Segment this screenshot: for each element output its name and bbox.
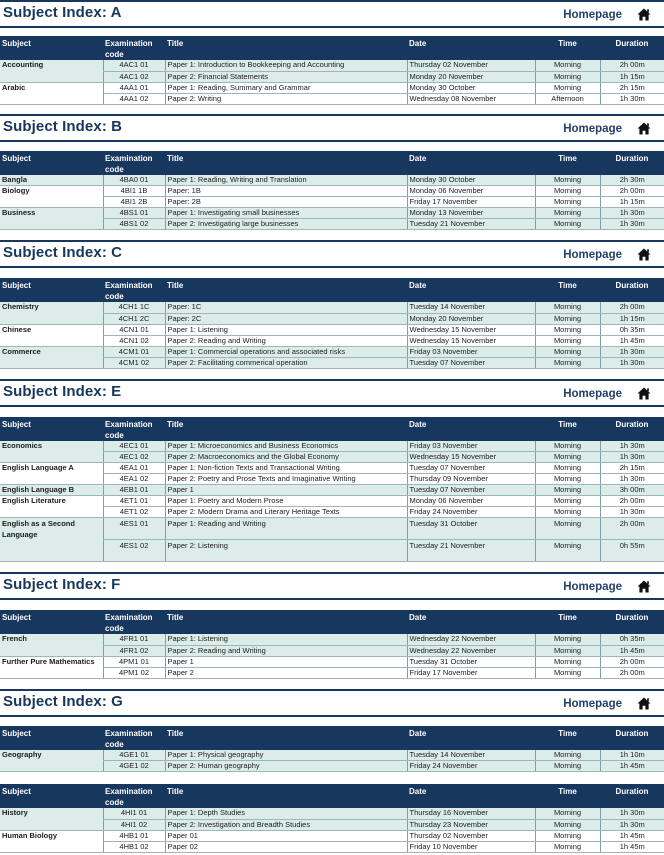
- home-icon[interactable]: [637, 580, 651, 593]
- cell-date: Friday 24 November: [407, 507, 535, 518]
- section-title: Subject Index: A: [3, 4, 122, 21]
- subject-name: Accounting: [0, 60, 103, 82]
- cell-date: Tuesday 07 November: [407, 485, 535, 496]
- cell-duration: 1h 15m: [600, 71, 664, 82]
- cell-date: Monday 13 November: [407, 208, 535, 219]
- cell-time: Morning: [535, 452, 600, 463]
- column-header-time: Time: [535, 36, 600, 60]
- subject-name: Arabic: [0, 82, 103, 104]
- cell-time: Morning: [535, 197, 600, 208]
- cell-code: 4HB1 02: [103, 841, 165, 852]
- cell-date: Tuesday 31 October: [407, 518, 535, 540]
- column-header-date: Date: [407, 784, 535, 808]
- cell-time: Morning: [535, 60, 600, 71]
- cell-duration: 1h 15m: [600, 197, 664, 208]
- cell-code: 4EA1 02: [103, 474, 165, 485]
- subject-name: English Language B: [0, 485, 103, 496]
- cell-title: Paper 1: Investigating small businesses: [165, 208, 407, 219]
- cell-date: Wednesday 15 November: [407, 335, 535, 346]
- cell-code: 4HB1 01: [103, 830, 165, 841]
- cell-duration: 1h 45m: [600, 830, 664, 841]
- column-header-code: Examination code: [103, 151, 165, 175]
- table-row: [0, 302, 664, 313]
- homepage-link[interactable]: Homepage: [563, 249, 622, 261]
- cell-time: Morning: [535, 496, 600, 507]
- column-header-title: Title: [165, 36, 407, 60]
- section-title: Subject Index: G: [3, 692, 123, 710]
- subject-index-section: [0, 379, 664, 573]
- subject-name: Economics: [0, 441, 103, 463]
- cell-title: Paper 2: Human geography: [165, 761, 407, 772]
- subject-index-section: [0, 572, 664, 689]
- cell-title: Paper 2: Facilitating commerical operation: [165, 357, 407, 368]
- cell-duration: 2h 00m: [600, 302, 664, 313]
- cell-time: Morning: [535, 667, 600, 678]
- cell-title: Paper 2: Macroeconomics and the Global Economy: [165, 452, 407, 463]
- column-header-subject: Subject: [0, 151, 103, 175]
- cell-code: 4EB1 01: [103, 485, 165, 496]
- cell-time: Morning: [535, 346, 600, 357]
- column-header-duration: Duration: [600, 610, 664, 634]
- cell-duration: 2h 00m: [600, 667, 664, 678]
- table-header-row: [0, 151, 664, 175]
- table-header-row: [0, 726, 664, 750]
- cell-time: Morning: [535, 761, 600, 772]
- cell-date: Thursday 23 November: [407, 819, 535, 830]
- table-row: [0, 634, 664, 645]
- column-header-title: Title: [165, 784, 407, 808]
- column-header-subject: Subject: [0, 36, 103, 60]
- column-header-duration: Duration: [600, 36, 664, 60]
- subject-index-section: [0, 689, 664, 855]
- cell-code: 4PM1 01: [103, 656, 165, 667]
- cell-code: 4AA1 01: [103, 82, 165, 93]
- table-row: [0, 60, 664, 71]
- cell-code: 4BS1 02: [103, 219, 165, 230]
- cell-title: Paper 1: Listening: [165, 324, 407, 335]
- subject-name: English as a Second Language: [0, 518, 103, 562]
- table-row: [0, 750, 664, 761]
- cell-date: Tuesday 14 November: [407, 750, 535, 761]
- subject-name: Further Pure Mathematics: [0, 656, 103, 678]
- cell-title: Paper 2: Poetry and Prose Texts and Imaginative Writing: [165, 474, 407, 485]
- subject-name: English Language A: [0, 463, 103, 485]
- cell-duration: 3h 00m: [600, 485, 664, 496]
- home-icon[interactable]: [637, 248, 651, 261]
- cell-title: Paper 1: Commercial operations and associated risks: [165, 346, 407, 357]
- section-header: [0, 572, 664, 600]
- cell-duration: 1h 30m: [600, 507, 664, 518]
- cell-date: Tuesday 07 November: [407, 463, 535, 474]
- cell-title: Paper 2: Writing: [165, 93, 407, 104]
- cell-code: 4ES1 01: [103, 518, 165, 540]
- cell-date: Wednesday 22 November: [407, 634, 535, 645]
- cell-title: Paper 1: Reading, Summary and Grammar: [165, 82, 407, 93]
- table-row: [0, 463, 664, 474]
- cell-title: Paper: 2B: [165, 197, 407, 208]
- cell-code: 4EA1 01: [103, 463, 165, 474]
- cell-code: 4ET1 01: [103, 496, 165, 507]
- table-row: [0, 82, 664, 93]
- column-header-duration: Duration: [600, 784, 664, 808]
- cell-title: Paper 1: Introduction to Bookkeeping and Accounting: [165, 60, 407, 71]
- cell-time: Morning: [535, 830, 600, 841]
- section-title: Subject Index: F: [3, 576, 121, 593]
- table-row: [0, 441, 664, 452]
- cell-title: Paper 2: Investigation and Breadth Studies: [165, 819, 407, 830]
- cell-duration: 2h 00m: [600, 496, 664, 507]
- table-header-row: [0, 36, 664, 60]
- cell-duration: 1h 45m: [600, 645, 664, 656]
- column-header-title: Title: [165, 278, 407, 302]
- section-title: Subject Index: E: [3, 382, 122, 400]
- cell-title: Paper 1: Poetry and Modern Prose: [165, 496, 407, 507]
- cell-duration: 1h 15m: [600, 313, 664, 324]
- table-row: [0, 656, 664, 667]
- column-header-title: Title: [165, 417, 407, 441]
- homepage-link[interactable]: Homepage: [563, 697, 622, 710]
- cell-time: Morning: [535, 819, 600, 830]
- cell-date: Friday 24 November: [407, 761, 535, 772]
- cell-date: Friday 03 November: [407, 441, 535, 452]
- column-header-date: Date: [407, 151, 535, 175]
- subject-index-section: [0, 240, 664, 379]
- cell-title: Paper 2: [165, 667, 407, 678]
- cell-code: 4EC1 02: [103, 452, 165, 463]
- subject-name: Human Biology: [0, 830, 103, 852]
- cell-date: Wednesday 15 November: [407, 452, 535, 463]
- cell-duration: 1h 30m: [600, 808, 664, 819]
- cell-date: Monday 06 November: [407, 496, 535, 507]
- column-header-date: Date: [407, 36, 535, 60]
- column-header-title: Title: [165, 726, 407, 750]
- column-header-subject: Subject: [0, 726, 103, 750]
- cell-duration: 1h 30m: [600, 441, 664, 452]
- table-row: [0, 830, 664, 841]
- column-header-code: Examination code: [103, 726, 165, 750]
- cell-time: Morning: [535, 186, 600, 197]
- cell-time: Morning: [535, 841, 600, 852]
- cell-time: Morning: [535, 485, 600, 496]
- column-header-time: Time: [535, 417, 600, 441]
- table-row: [0, 485, 664, 496]
- column-header-subject: Subject: [0, 784, 103, 808]
- column-header-subject: Subject: [0, 610, 103, 634]
- cell-code: 4AC1 01: [103, 60, 165, 71]
- cell-duration: 1h 30m: [600, 208, 664, 219]
- cell-code: 4FR1 01: [103, 634, 165, 645]
- subject-name: Business: [0, 208, 103, 230]
- cell-title: Paper 1: Microeconomics and Business Economics: [165, 441, 407, 452]
- cell-duration: 2h 00m: [600, 60, 664, 71]
- column-header-code: Examination code: [103, 36, 165, 60]
- cell-date: Tuesday 31 October: [407, 656, 535, 667]
- column-header-title: Title: [165, 610, 407, 634]
- column-header-time: Time: [535, 151, 600, 175]
- column-header-code: Examination code: [103, 610, 165, 634]
- cell-title: Paper 1: Listening: [165, 634, 407, 645]
- cell-time: Morning: [535, 474, 600, 485]
- column-header-date: Date: [407, 278, 535, 302]
- cell-duration: 1h 45m: [600, 761, 664, 772]
- cell-time: Morning: [535, 518, 600, 540]
- cell-title: Paper 2: Modern Drama and Literary Heritage Texts: [165, 507, 407, 518]
- cell-title: Paper 2: Reading and Writing: [165, 645, 407, 656]
- table-row: [0, 808, 664, 819]
- subject-name: Biology: [0, 186, 103, 208]
- cell-duration: 1h 30m: [600, 357, 664, 368]
- column-header-title: Title: [165, 151, 407, 175]
- cell-time: Morning: [535, 219, 600, 230]
- column-header-time: Time: [535, 610, 600, 634]
- cell-duration: 0h 35m: [600, 634, 664, 645]
- cell-duration: 1h 30m: [600, 93, 664, 104]
- subject-name: Geography: [0, 750, 103, 772]
- section-header: [0, 689, 664, 717]
- section-header: [0, 0, 664, 28]
- cell-duration: 1h 10m: [600, 750, 664, 761]
- cell-code: 4PM1 02: [103, 667, 165, 678]
- section-header: [0, 114, 664, 142]
- section-header: [0, 379, 664, 407]
- cell-title: Paper 1: Non-fiction Texts and Transactional Writing: [165, 463, 407, 474]
- cell-time: Morning: [535, 71, 600, 82]
- subject-index-section: [0, 114, 664, 241]
- cell-time: Morning: [535, 357, 600, 368]
- cell-date: Monday 30 October: [407, 82, 535, 93]
- homepage-link[interactable]: Homepage: [563, 9, 622, 21]
- cell-code: 4EC1 01: [103, 441, 165, 452]
- cell-code: 4ET1 02: [103, 507, 165, 518]
- table-row: [0, 175, 664, 186]
- cell-duration: 1h 30m: [600, 346, 664, 357]
- column-header-duration: Duration: [600, 417, 664, 441]
- cell-time: Morning: [535, 324, 600, 335]
- cell-code: 4CN1 01: [103, 324, 165, 335]
- cell-duration: 2h 30m: [600, 175, 664, 186]
- table-header-row: [0, 610, 664, 634]
- cell-code: 4BI1 1B: [103, 186, 165, 197]
- cell-title: Paper 2: Investigating large businesses: [165, 219, 407, 230]
- cell-date: Friday 03 November: [407, 346, 535, 357]
- cell-code: 4ES1 02: [103, 540, 165, 562]
- exam-table: [0, 610, 664, 679]
- section-title: Subject Index: C: [3, 244, 123, 261]
- cell-time: Morning: [535, 507, 600, 518]
- cell-code: 4CH1 1C: [103, 302, 165, 313]
- cell-title: Paper: 1B: [165, 186, 407, 197]
- subject-name: French: [0, 634, 103, 656]
- table-header-row: [0, 278, 664, 302]
- subject-name: Chinese: [0, 324, 103, 346]
- cell-code: 4CN1 02: [103, 335, 165, 346]
- cell-code: 4HI1 01: [103, 808, 165, 819]
- cell-duration: 1h 30m: [600, 819, 664, 830]
- column-header-duration: Duration: [600, 726, 664, 750]
- table-header-row: [0, 784, 664, 808]
- column-header-time: Time: [535, 278, 600, 302]
- column-header-subject: Subject: [0, 417, 103, 441]
- cell-code: 4AA1 02: [103, 93, 165, 104]
- homepage-link[interactable]: Homepage: [563, 387, 622, 400]
- cell-duration: 1h 45m: [600, 335, 664, 346]
- cell-date: Monday 06 November: [407, 186, 535, 197]
- cell-date: Friday 17 November: [407, 197, 535, 208]
- cell-date: Monday 20 November: [407, 313, 535, 324]
- cell-date: Tuesday 14 November: [407, 302, 535, 313]
- home-icon[interactable]: [637, 387, 651, 400]
- subject-name: Commerce: [0, 346, 103, 368]
- cell-duration: 1h 45m: [600, 841, 664, 852]
- column-header-code: Examination code: [103, 278, 165, 302]
- cell-title: Paper 1: Reading, Writing and Translation: [165, 175, 407, 186]
- table-row: [0, 208, 664, 219]
- table-row: [0, 496, 664, 507]
- cell-time: Morning: [535, 645, 600, 656]
- cell-code: 4CM1 02: [103, 357, 165, 368]
- cell-date: Tuesday 07 November: [407, 357, 535, 368]
- section-title: Subject Index: B: [3, 117, 123, 135]
- cell-time: Morning: [535, 313, 600, 324]
- cell-title: Paper: 1C: [165, 302, 407, 313]
- table-row: [0, 186, 664, 197]
- cell-code: 4HI1 02: [103, 819, 165, 830]
- cell-duration: 2h 00m: [600, 656, 664, 667]
- cell-date: Thursday 16 November: [407, 808, 535, 819]
- cell-duration: 1h 30m: [600, 474, 664, 485]
- cell-duration: 2h 15m: [600, 82, 664, 93]
- column-header-time: Time: [535, 784, 600, 808]
- table-header-row: [0, 417, 664, 441]
- cell-title: Paper: 2C: [165, 313, 407, 324]
- home-icon[interactable]: [637, 8, 651, 21]
- cell-title: Paper 1: [165, 485, 407, 496]
- column-header-subject: Subject: [0, 278, 103, 302]
- cell-date: Wednesday 22 November: [407, 645, 535, 656]
- column-header-date: Date: [407, 417, 535, 441]
- exam-table: [0, 151, 664, 231]
- column-header-duration: Duration: [600, 278, 664, 302]
- cell-date: Wednesday 15 November: [407, 324, 535, 335]
- cell-time: Morning: [535, 750, 600, 761]
- cell-code: 4CH1 2C: [103, 313, 165, 324]
- cell-code: 4BI1 2B: [103, 197, 165, 208]
- cell-date: Monday 20 November: [407, 71, 535, 82]
- cell-time: Morning: [535, 540, 600, 562]
- cell-date: Monday 30 October: [407, 175, 535, 186]
- cell-date: Thursday 09 November: [407, 474, 535, 485]
- home-icon[interactable]: [637, 122, 651, 135]
- cell-time: Morning: [535, 634, 600, 645]
- home-icon[interactable]: [637, 697, 651, 710]
- table-row: [0, 518, 664, 540]
- cell-duration: 1h 30m: [600, 452, 664, 463]
- homepage-link[interactable]: Homepage: [563, 581, 622, 593]
- cell-title: Paper 1: Depth Studies: [165, 808, 407, 819]
- table-row: [0, 346, 664, 357]
- cell-time: Morning: [535, 808, 600, 819]
- column-header-code: Examination code: [103, 784, 165, 808]
- subject-name: History: [0, 808, 103, 830]
- subject-index-section: [0, 0, 664, 114]
- subject-name: Bangla: [0, 175, 103, 186]
- table-row: [0, 324, 664, 335]
- cell-date: Tuesday 21 November: [407, 219, 535, 230]
- cell-date: Wednesday 08 November: [407, 93, 535, 104]
- cell-code: 4GE1 02: [103, 761, 165, 772]
- cell-time: Morning: [535, 441, 600, 452]
- cell-time: Morning: [535, 302, 600, 313]
- exam-table: [0, 36, 664, 105]
- subject-name: Chemistry: [0, 302, 103, 324]
- exam-table: [0, 278, 664, 369]
- cell-time: Morning: [535, 208, 600, 219]
- cell-date: Tuesday 21 November: [407, 540, 535, 562]
- column-header-duration: Duration: [600, 151, 664, 175]
- cell-title: Paper 2: Financial Statements: [165, 71, 407, 82]
- column-header-date: Date: [407, 610, 535, 634]
- cell-title: Paper 01: [165, 830, 407, 841]
- cell-date: Friday 10 November: [407, 841, 535, 852]
- cell-code: 4AC1 02: [103, 71, 165, 82]
- exam-table: [0, 417, 664, 563]
- cell-duration: 2h 00m: [600, 518, 664, 540]
- column-header-date: Date: [407, 726, 535, 750]
- cell-time: Morning: [535, 463, 600, 474]
- homepage-link[interactable]: Homepage: [563, 122, 622, 135]
- cell-code: 4BS1 01: [103, 208, 165, 219]
- cell-duration: 0h 55m: [600, 540, 664, 562]
- cell-date: Thursday 02 November: [407, 60, 535, 71]
- exam-table: [0, 784, 664, 853]
- cell-code: 4FR1 02: [103, 645, 165, 656]
- cell-title: Paper 02: [165, 841, 407, 852]
- cell-duration: 1h 30m: [600, 219, 664, 230]
- column-header-time: Time: [535, 726, 600, 750]
- cell-title: Paper 2: Reading and Writing: [165, 335, 407, 346]
- section-header: [0, 240, 664, 268]
- exam-table: [0, 726, 664, 773]
- cell-date: Thursday 02 November: [407, 830, 535, 841]
- cell-code: 4BA0 01: [103, 175, 165, 186]
- cell-time: Morning: [535, 82, 600, 93]
- column-header-code: Examination code: [103, 417, 165, 441]
- cell-title: Paper 1: [165, 656, 407, 667]
- cell-time: Morning: [535, 335, 600, 346]
- cell-title: Paper 2: Listening: [165, 540, 407, 562]
- cell-duration: 0h 35m: [600, 324, 664, 335]
- cell-duration: 2h 15m: [600, 463, 664, 474]
- cell-date: Friday 17 November: [407, 667, 535, 678]
- cell-code: 4GE1 01: [103, 750, 165, 761]
- cell-title: Paper 1: Physical geography: [165, 750, 407, 761]
- cell-duration: 2h 00m: [600, 186, 664, 197]
- cell-code: 4CM1 01: [103, 346, 165, 357]
- cell-title: Paper 1: Reading and Writing: [165, 518, 407, 540]
- cell-time: Morning: [535, 175, 600, 186]
- cell-time: Afternoon: [535, 93, 600, 104]
- subject-name: English Literature: [0, 496, 103, 518]
- cell-time: Morning: [535, 656, 600, 667]
